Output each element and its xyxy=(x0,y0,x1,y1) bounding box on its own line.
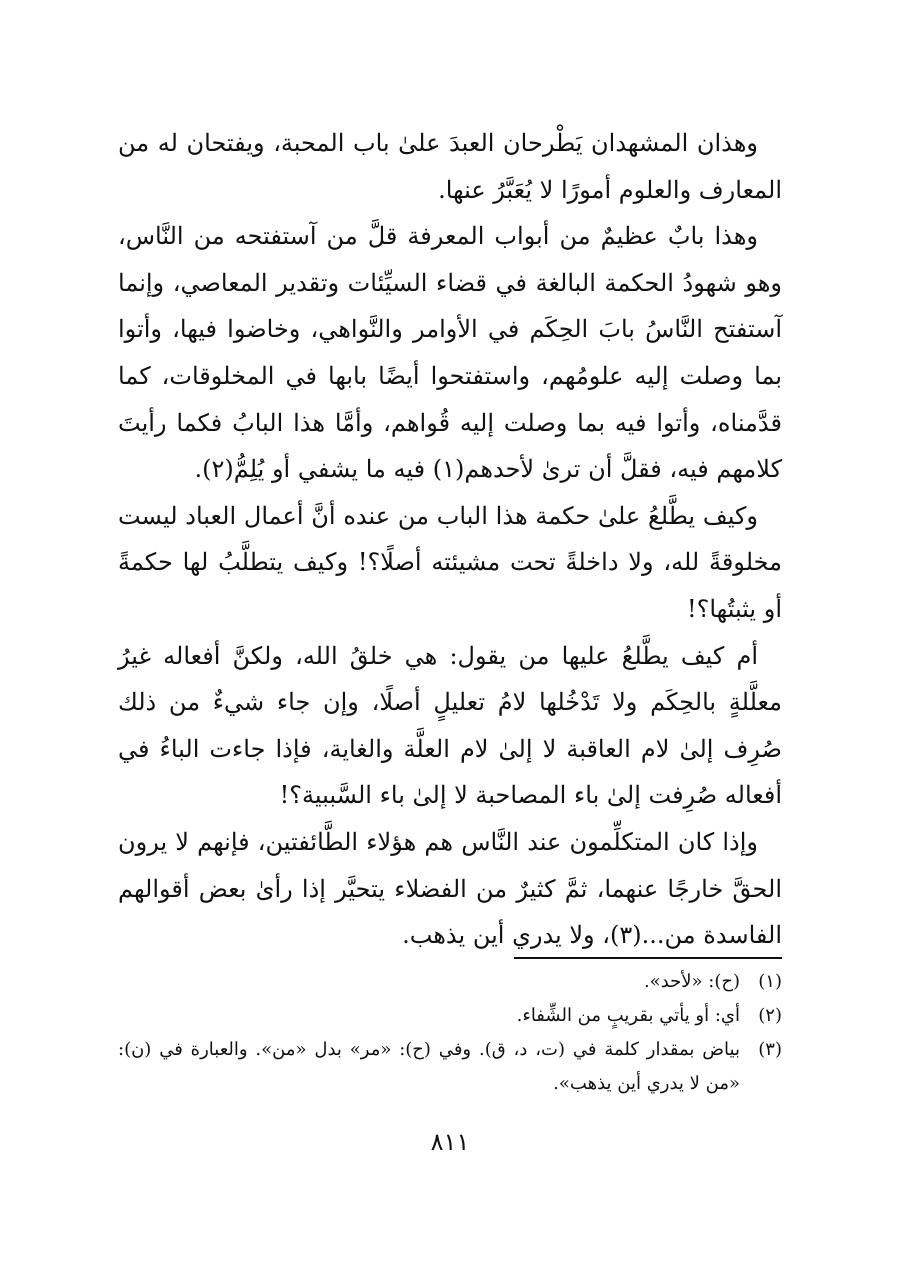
footnote-number: (٢) xyxy=(758,1005,782,1026)
footnote-text: بياض بمقدار كلمة في (ت، د، ق). وفي (ح): «مر» بدل «من». والعبارة في (ن): «من لا يدري أين يذهب». xyxy=(118,1039,740,1094)
paragraph-1: وهذان المشهدان يَطْرحان العبدَ علىٰ باب المحبة، ويفتحان له من المعارف والعلوم أمورًا لا يُعَبَّرُ عنها. xyxy=(118,129,782,204)
footnote-number: (٣) xyxy=(758,1039,782,1060)
paragraph-4: أم كيف يطَّلعُ عليها من يقول: هي خلقُ الله، ولكنَّ أفعاله غيرُ معلَّلةٍ بالحِكَم ولا تَدْخُلها لامُ تعليلٍ أصلًا، وإن جاء شيءٌ من ذلك صُرِف إلىٰ لام العاقبة لا إلىٰ لام العلَّة والغاية، فإذا جاءت الباءُ في أفعاله صُرِفت إلىٰ باء المصاحبة لا إلىٰ باء السَّببية؟! xyxy=(118,641,782,810)
paragraph-2: وهذا بابٌ عظيمٌ من أبواب المعرفة قلَّ من آستفتحه من النَّاس، وهو شهودُ الحكمة البالغة في قضاء السيِّئات وتقدير المعاصي، وإنما آستفتح النَّاسُ بابَ الحِكَم في الأوامر والنَّواهي، وخاضوا فيها، وأتوا بما وصلت إليه علومُهم، واستفتحوا أيضًا بابها في المخلوقات، كما قدَّمناه، وأتوا فيه بما وصلت إليه قُواهم، وأمَّا هذا البابُ فكما رأيتَ كلامهم فيه، فقلَّ أن ترىٰ لأحدهم(١) فيه ما يشفي أو يُلِمُّ(٢). xyxy=(118,222,782,484)
footnote-text: أي: أو يأتي بقريبٍ من الشِّفاء. xyxy=(516,1005,740,1026)
footnotes xyxy=(118,965,782,1101)
footnote-3 xyxy=(118,1033,782,1101)
paragraph-3: وكيف يطَّلعُ علىٰ حكمة هذا الباب من عنده أنَّ أعمال العباد ليست مخلوقةً لله، ولا داخلةً تحت مشيئته أصلًا؟! وكيف يتطلَّبُ لها حكمةً أو يثبتُها؟! xyxy=(118,501,782,623)
footnote-2 xyxy=(118,999,782,1033)
footnote-separator xyxy=(514,957,782,959)
page-number: ٨١١ xyxy=(430,1128,470,1156)
paragraph-5: وإذا كان المتكلِّمون عند النَّاس هم هؤلاء الطَّائفتين، فإنهم لا يرون الحقَّ خارجًا عنهما، ثمَّ كثيرٌ من الفضلاء يتحيَّر إذا رأىٰ بعض أقوالهم الفاسدة من...(٣)، ولا يدري أين يذهب. xyxy=(118,827,782,950)
main-text xyxy=(118,120,782,959)
footnote-number: (١) xyxy=(758,971,782,992)
footnote-1 xyxy=(118,965,782,999)
footnote-text: (ح): «لأحد». xyxy=(643,971,740,992)
